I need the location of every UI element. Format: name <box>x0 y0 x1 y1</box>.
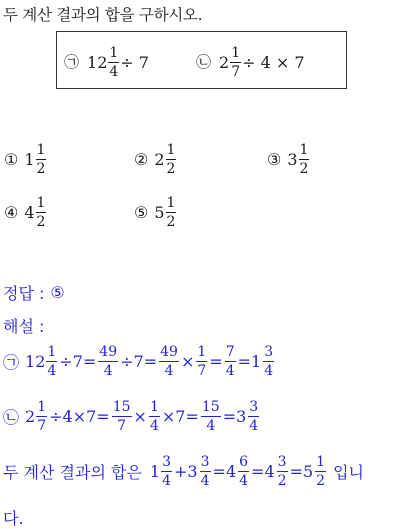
problem-b-rest: ÷ 4 × 7 <box>242 53 305 72</box>
answer-value: ⑤ <box>50 283 65 302</box>
problem-b-whole: 2 <box>219 53 230 72</box>
problem-a <box>64 46 149 79</box>
explanation-label: 해설 : <box>3 317 45 336</box>
circled-nieun-mark: ㉡ <box>196 53 212 71</box>
choice-2[interactable]: ② 2 $\frac{1}{2}$ <box>134 142 176 177</box>
problem-b <box>196 46 305 79</box>
problem-b-fraction: $\frac{1}{7}$ <box>231 45 241 80</box>
answer-label: 정답 : <box>3 284 45 303</box>
choice-5[interactable]: ⑤ 5 $\frac{1}{2}$ <box>134 195 176 230</box>
problem-a-whole: 12 <box>87 53 108 72</box>
problem-a-fraction: $\frac{1}{4}$ <box>109 45 119 80</box>
choice-3[interactable]: ③ 3 $\frac{1}{2}$ <box>267 142 309 177</box>
explanation-line-b: ㉡ 2 $\frac{1}{7}$ ÷4×7= $\frac{15}{7}$ × $\frac{1}{4}$ ×7= $\frac{15}{4}$ =3 $\frac{3}{4}$ <box>3 399 259 434</box>
explanation-summary-end: 다. <box>3 509 24 528</box>
explanation-line-a: ㉠ 12 $\frac{1}{4}$ ÷7= $\frac{49}{4}$ ÷7= $\frac{49}{4}$ × $\frac{1}{7}$ = $\frac{7}{4}$ =1 $\frac{3}{4}$ <box>3 344 274 379</box>
answer-line <box>3 281 65 304</box>
choice-1[interactable]: ① 1 $\frac{1}{2}$ <box>4 142 46 177</box>
question-text: 두 계산 결과의 합을 구하시오. <box>3 6 203 24</box>
circled-giyeok-mark: ㉠ <box>64 53 80 71</box>
explanation-summary: 두 계산 결과의 합은 1 $\frac{3}{4}$ +3 $\frac{3}{4}$ =4 $\frac{6}{4}$ =4 $\frac{3}{2}$ =5 $\frac{1}{2}$ 입니 <box>3 454 364 489</box>
choice-4[interactable]: ④ 4 $\frac{1}{2}$ <box>4 195 46 230</box>
problem-a-rest: ÷ 7 <box>120 53 149 72</box>
